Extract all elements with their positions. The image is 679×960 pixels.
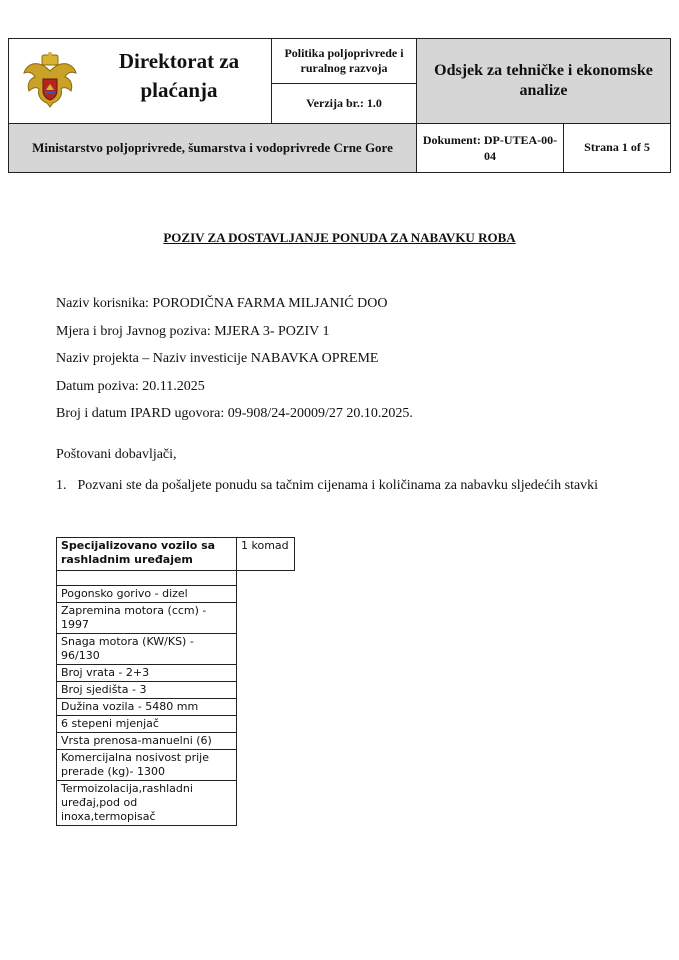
spec-row: Snaga motora (KW/KS) - 96/130 bbox=[57, 634, 237, 665]
agency-name: Direktorat za plaćanja bbox=[118, 49, 240, 102]
info-line: Naziv projekta – Naziv investicije NABAVKA OPREME bbox=[56, 351, 379, 367]
document-number: Dokument: DP-UTEA-00-04 bbox=[417, 123, 564, 172]
info-line: Mjera i broj Javnog poziva: MJERA 3- POZIV 1 bbox=[56, 323, 330, 339]
point-1 bbox=[56, 478, 598, 494]
spec-row: Broj sjedišta - 3 bbox=[57, 682, 237, 699]
spec-row: Vrsta prenosa-manuelni (6) bbox=[57, 733, 237, 750]
page-number: Strana 1 of 5 bbox=[564, 123, 671, 172]
version-label: Verzija br.: 1.0 bbox=[272, 83, 417, 123]
spec-row bbox=[57, 571, 237, 586]
agency-cell bbox=[9, 39, 272, 124]
spec-row: Broj vrata - 2+3 bbox=[57, 665, 237, 682]
spec-table bbox=[56, 537, 295, 826]
document-header bbox=[8, 38, 670, 177]
policy-name: Politika poljoprivrede i ruralnog razvoja bbox=[272, 39, 417, 84]
spec-row: 6 stepeni mjenjač bbox=[57, 716, 237, 733]
spec-row: Pogonsko gorivo - dizel bbox=[57, 586, 237, 603]
info-block bbox=[56, 294, 413, 432]
coat-of-arms-icon bbox=[21, 51, 79, 113]
department-name: Odsjek za tehničke i ekonomske analize bbox=[417, 39, 671, 124]
ministry-name: Ministarstvo poljoprivrede, šumarstva i vodoprivrede Crne Gore bbox=[9, 123, 417, 172]
info-line: Naziv korisnika: PORODIČNA FARMA MILJANIĆ DOO bbox=[56, 296, 388, 311]
document-title: POZIV ZA DOSTAVLJANJE PONUDA ZA NABAVKU ROBA bbox=[163, 230, 516, 245]
spec-row: Komercijalna nosivost prije prerade (kg)- 1300 bbox=[57, 750, 237, 781]
spec-row: Dužina vozila - 5480 mm bbox=[57, 699, 237, 716]
spec-row: Zapremina motora (ccm) - 1997 bbox=[57, 603, 237, 634]
point-number: 1. bbox=[56, 478, 67, 493]
spec-item-cell: Specijalizovano vozilo sa rashladnim uređajem bbox=[57, 538, 237, 571]
spec-quantity-cell: 1 komad bbox=[237, 538, 295, 571]
spec-row: Termoizolacija,rashladni uređaj,pod od inoxa,termopisač bbox=[57, 781, 237, 826]
info-line: Datum poziva: 20.11.2025 bbox=[56, 378, 205, 394]
info-line: Broj i datum IPARD ugovora: 09-908/24-20009/27 20.10.2025. bbox=[56, 406, 413, 422]
point-text: Pozvani ste da pošaljete ponudu sa tačnim cijenama i količinama za nabavku sljedećih stavki bbox=[77, 478, 599, 493]
greeting: Poštovani dobavljači, bbox=[56, 447, 177, 462]
